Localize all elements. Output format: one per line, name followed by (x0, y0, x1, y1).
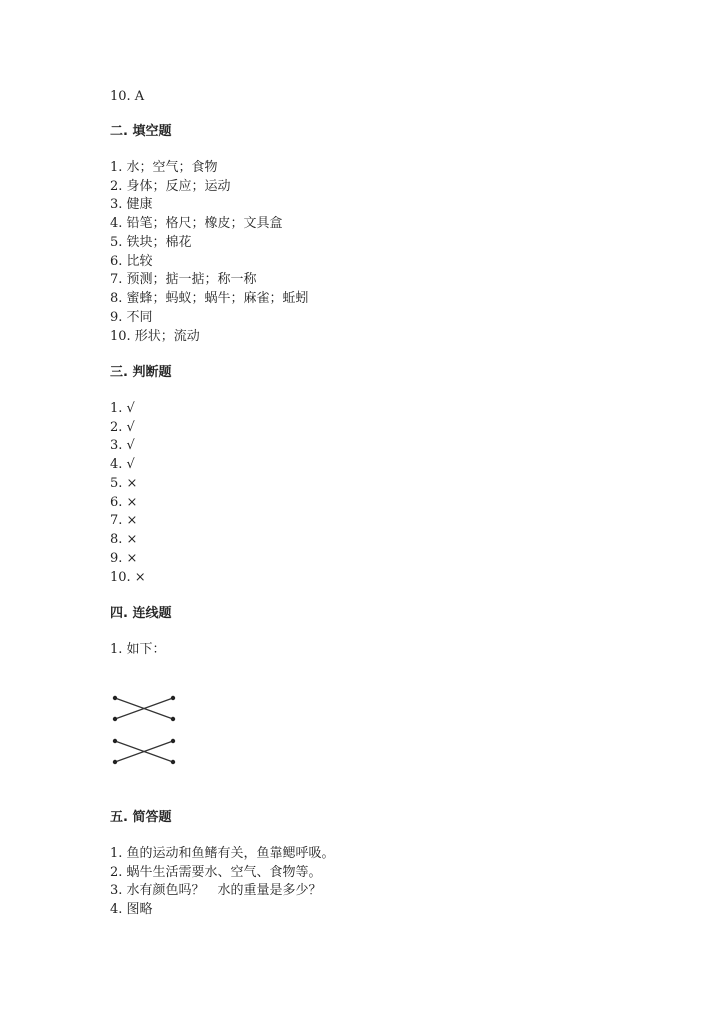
match-item: 1. 如下： (110, 642, 166, 657)
fill-item: 4. 铅笔；格尺；橡皮；文具盒 (110, 216, 283, 231)
fill-item: 5. 铁块；棉花 (110, 235, 192, 250)
fill-item: 10. 形状；流动 (110, 329, 200, 344)
judge-item: 8. × (110, 532, 138, 547)
match-dot (171, 696, 175, 700)
judge-item: 7. × (110, 513, 138, 528)
judge-item: 2. √ (110, 420, 135, 435)
match-dot (171, 739, 175, 743)
judge-item: 9. × (110, 551, 138, 566)
match-dot (113, 717, 117, 721)
section-heading-fill: 二. 填空题 (110, 124, 172, 139)
matching-diagram (105, 688, 185, 772)
match-dot (113, 760, 117, 764)
fill-item: 2. 身体；反应；运动 (110, 179, 231, 194)
judge-item: 1. √ (110, 401, 135, 416)
match-dot (113, 696, 117, 700)
match-dot (171, 717, 175, 721)
judge-item: 5. × (110, 476, 138, 491)
fill-item: 1. 水；空气；食物 (110, 160, 218, 175)
match-dot (113, 739, 117, 743)
short-answer-item: 1. 鱼的运动和鱼鳍有关，鱼靠鳃呼吸。 (110, 846, 335, 861)
match-dot (171, 760, 175, 764)
short-answer-item: 2. 蜗牛生活需要水、空气、食物等。 (110, 865, 322, 880)
fill-item: 3. 健康 (110, 197, 153, 212)
section-heading-short-answer: 五. 简答题 (110, 810, 172, 825)
fill-item: 7. 预测；掂一掂；称一称 (110, 272, 257, 287)
fill-item: 9. 不同 (110, 310, 153, 325)
judge-item: 4. √ (110, 457, 135, 472)
judge-item: 10. × (110, 570, 146, 585)
section-heading-match: 四. 连线题 (110, 606, 172, 621)
section-heading-judge: 三. 判断题 (110, 365, 172, 380)
judge-item: 3. √ (110, 438, 135, 453)
short-answer-item: 4. 图略 (110, 902, 153, 917)
short-answer-item: 3. 水有颜色吗？ 水的重量是多少？ (110, 883, 322, 898)
answer-10-a: 10. A (110, 89, 145, 104)
judge-item: 6. × (110, 495, 138, 510)
fill-item: 8. 蜜蜂；蚂蚁；蜗牛；麻雀；蚯蚓 (110, 291, 309, 306)
fill-item: 6. 比较 (110, 254, 153, 269)
